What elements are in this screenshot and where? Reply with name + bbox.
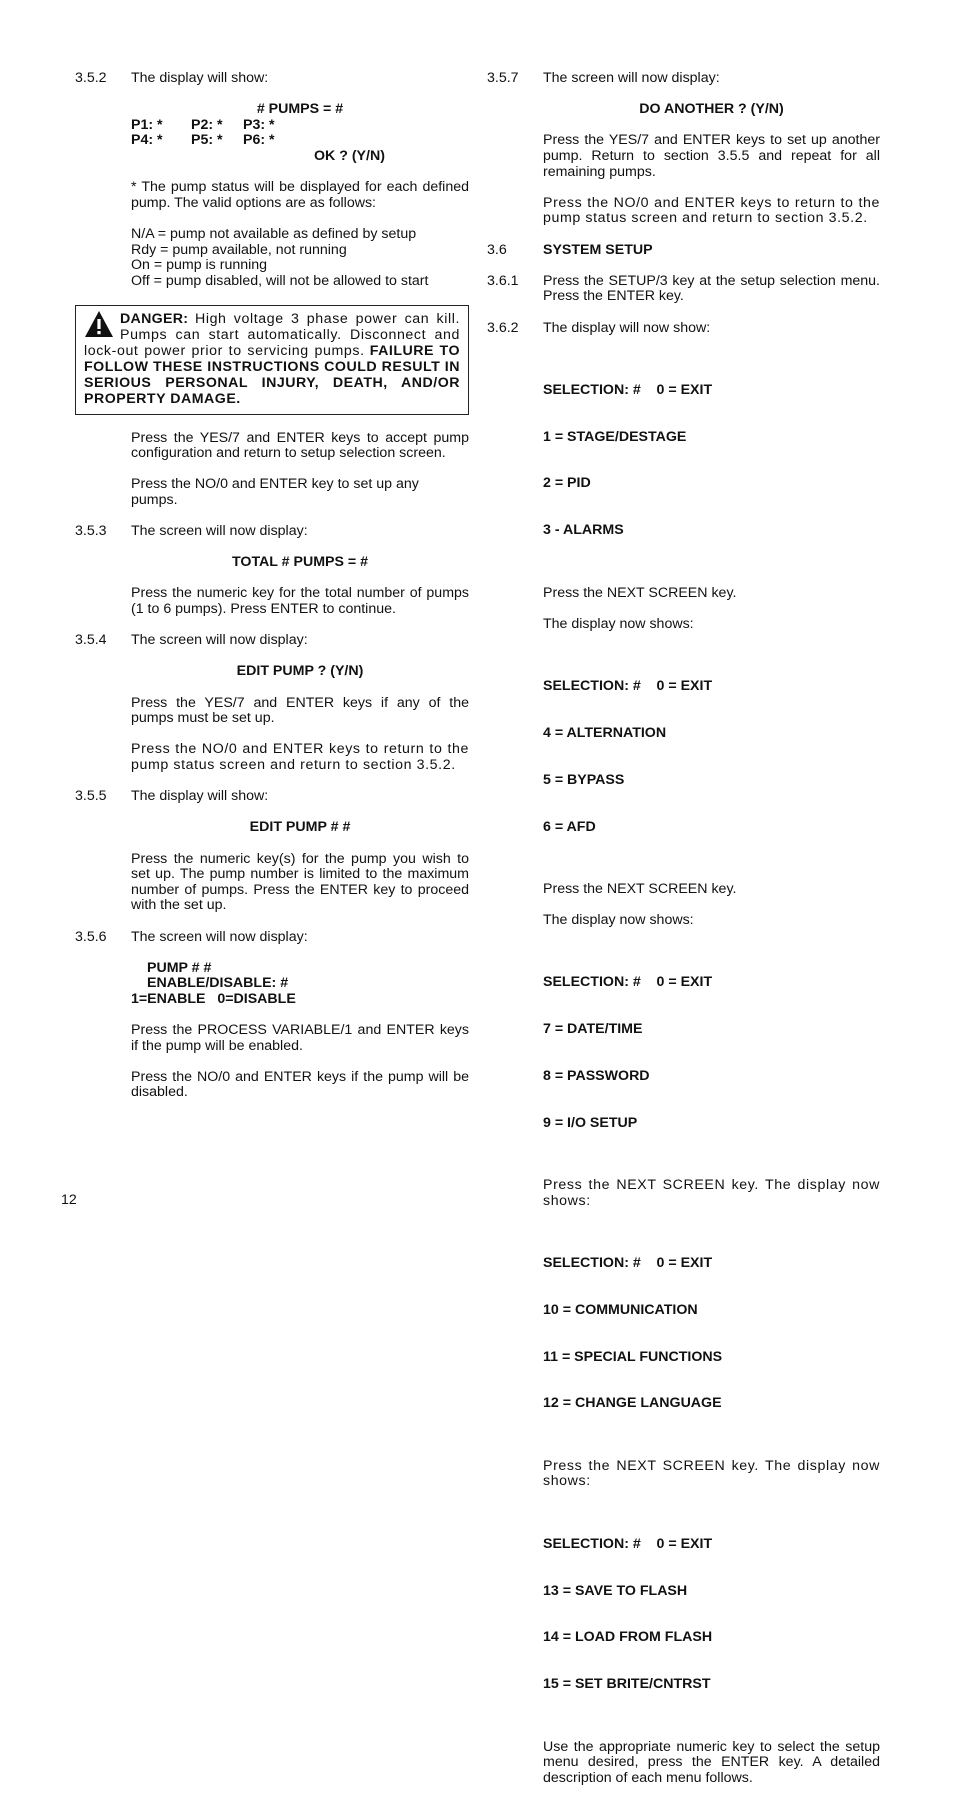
menu-line: SELECTION: # 0 = EXIT — [543, 381, 713, 398]
section-3-5-7 — [487, 71, 880, 227]
pumps-row-2 — [131, 133, 469, 149]
section-intro: The screen will now display: — [131, 632, 308, 649]
menu-line: 3 - ALARMS — [543, 522, 624, 539]
danger-label: DANGER: — [120, 310, 189, 327]
paragraph: Press the NO/0 and ENTER keys to return to the pump status screen and return to section 3.5.2. — [131, 741, 469, 773]
pumps-ok-prompt: OK ? (Y/N) — [314, 147, 385, 164]
display-enable-disable — [131, 961, 469, 1008]
section-3-5-4 — [75, 633, 469, 773]
section-3-6-2 — [487, 321, 880, 1787]
menu-line: 4 = ALTERNATION — [543, 724, 667, 741]
status-option: On = pump is running — [131, 257, 268, 274]
menu-line: SELECTION: # 0 = EXIT — [543, 678, 713, 695]
section-intro: The display will show: — [131, 70, 269, 86]
display-edit-pump: EDIT PUMP ? (Y/N) — [236, 663, 364, 680]
menu-line: 9 = I/O SETUP — [543, 1114, 638, 1131]
paragraph: Press the YES/7 and ENTER keys to set up another pump. Return to section 3.5.5 and repeat for all remaining pumps. — [543, 132, 880, 180]
paragraph-yes: Press the YES/7 and ENTER keys to accept pump configuration and return to setup selection screen. — [131, 429, 469, 462]
paragraph: Press the NEXT SCREEN key. The display now shows: — [543, 1457, 880, 1490]
menu-line: 7 = DATE/TIME — [543, 1021, 643, 1038]
pump-status-p4: P4: * — [131, 132, 163, 149]
section-3-6-1 — [487, 274, 880, 305]
section-3-5-6 — [75, 930, 469, 1102]
pumps-display — [131, 102, 469, 164]
menu-screen-1 — [543, 352, 880, 570]
pump-status-p1: P1: * — [131, 116, 163, 133]
section-intro: The display will show: — [131, 788, 269, 805]
left-column — [75, 71, 469, 1117]
pump-status-p2: P2: * — [191, 116, 223, 133]
display-line: PUMP # # — [147, 959, 212, 976]
section-3-5-2 — [75, 71, 469, 289]
menu-screen-4 — [543, 1225, 880, 1443]
menu-line: 1 = STAGE/DESTAGE — [543, 428, 687, 445]
paragraph: Press the YES/7 and ENTER keys if any of the pumps must be set up. — [131, 694, 469, 727]
section-number: 3.5.7 — [487, 70, 519, 86]
section-3-5-3 — [75, 524, 469, 618]
danger-box — [75, 305, 469, 415]
menu-line: 10 = COMMUNICATION — [543, 1301, 698, 1318]
menu-line: 8 = PASSWORD — [543, 1068, 650, 1084]
paragraph: The display now shows: — [543, 912, 694, 929]
paragraph-no: Press the NO/0 and ENTER key to set up any pumps. — [131, 476, 419, 508]
paragraph: Press the NEXT SCREEN key. — [543, 880, 737, 897]
status-options — [131, 227, 469, 289]
section-number: 3.5.3 — [75, 523, 107, 540]
paragraph: The display now shows: — [543, 615, 694, 632]
section-3-5-5 — [75, 789, 469, 914]
section-number: 3.6 — [487, 241, 507, 258]
menu-line: 6 = AFD — [543, 818, 596, 835]
display-total-pumps: TOTAL # PUMPS = # — [232, 554, 368, 571]
section-heading: SYSTEM SETUP — [543, 241, 653, 258]
section-number: 3.5.2 — [75, 70, 107, 86]
section-3-6 — [487, 243, 880, 259]
menu-line: SELECTION: # 0 = EXIT — [543, 1535, 713, 1552]
display-line: 1=ENABLE 0=DISABLE — [131, 990, 296, 1007]
status-option: Off = pump disabled, will not be allowed to start — [131, 272, 429, 289]
right-column — [487, 71, 880, 1802]
section-intro: The screen will now display: — [131, 928, 308, 945]
menu-line: 14 = LOAD FROM FLASH — [543, 1629, 713, 1646]
menu-line: SELECTION: # 0 = EXIT — [543, 1255, 713, 1272]
section-number: 3.6.1 — [487, 272, 519, 289]
display-line: ENABLE/DISABLE: # — [147, 975, 289, 992]
menu-line: 13 = SAVE TO FLASH — [543, 1582, 688, 1599]
menu-line: 15 = SET BRITE/CNTRST — [543, 1676, 711, 1693]
menu-line: 12 = CHANGE LANGUAGE — [543, 1395, 722, 1412]
section-intro: The display will now show: — [543, 319, 711, 336]
section-intro: The screen will now display: — [131, 523, 308, 540]
paragraph: Press the numeric key for the total number of pumps (1 to 6 pumps). Press ENTER to continue. — [131, 585, 469, 618]
paragraph: Press the NO/0 and ENTER keys to return to the pump status screen and return to section 3.5.2. — [543, 194, 880, 227]
pump-status-p6: P6: * — [243, 132, 275, 149]
danger-warning-caps: FAILURE TO FOLLOW THESE INSTRUCTIONS COULD RESULT IN SERIOUS PERSONAL INJURY, DEATH, AND/OR PROPERTY DAMAGE. — [84, 342, 461, 407]
paragraph: Press the NEXT SCREEN key. The display now shows: — [543, 1177, 880, 1209]
section-number: 3.6.2 — [487, 319, 519, 336]
menu-line: 11 = SPECIAL FUNCTIONS — [543, 1348, 723, 1365]
paragraph: Use the appropriate numeric key to select the setup menu desired, press the ENTER key. A detailed description of each menu follows. — [543, 1738, 880, 1786]
paragraph: Press the numeric key(s) for the pump you wish to set up. The pump number is limited to the maximum number of pumps. Press the ENTER key to proceed with the set up. — [131, 850, 469, 914]
menu-screen-2 — [543, 648, 880, 866]
pumps-row-1 — [131, 118, 469, 134]
menu-line: SELECTION: # 0 = EXIT — [543, 974, 713, 991]
menu-line: 5 = BYPASS — [543, 771, 625, 788]
menu-line: 2 = PID — [543, 475, 591, 492]
section-number: 3.5.5 — [75, 788, 107, 805]
section-intro: The screen will now display: — [543, 70, 720, 86]
section-3-5-2-continued — [75, 431, 469, 509]
paragraph: Press the NEXT SCREEN key. — [543, 584, 737, 601]
warning-icon — [84, 310, 114, 338]
section-number: 3.5.6 — [75, 928, 107, 945]
page-number: 12 — [61, 1192, 77, 1208]
paragraph: Press the SETUP/3 key at the setup selection menu. Press the ENTER key. — [543, 272, 880, 305]
menu-screen-5 — [543, 1506, 880, 1724]
status-note: * The pump status will be displayed for each defined pump. The valid options are as follows: — [131, 179, 469, 211]
pumps-title: # PUMPS = # — [256, 101, 344, 118]
paragraph: Press the PROCESS VARIABLE/1 and ENTER keys if the pump will be enabled. — [131, 1022, 469, 1054]
section-number: 3.5.4 — [75, 632, 107, 649]
display-do-another: DO ANOTHER ? (Y/N) — [639, 101, 784, 118]
danger-text: High voltage 3 phase power can kill. Pumps can start automatically. Disconnect and lock-out power prior to servicing pumps. — [84, 310, 460, 359]
status-option: Rdy = pump available, not running — [131, 241, 347, 258]
menu-screen-3 — [543, 944, 880, 1162]
pump-status-p3: P3: * — [243, 116, 275, 133]
paragraph: Press the NO/0 and ENTER keys if the pump will be disabled. — [131, 1068, 469, 1101]
pump-status-p5: P5: * — [191, 132, 223, 149]
status-option: N/A = pump not available as defined by setup — [131, 225, 417, 242]
display-edit-pump-number: EDIT PUMP # # — [249, 819, 351, 836]
